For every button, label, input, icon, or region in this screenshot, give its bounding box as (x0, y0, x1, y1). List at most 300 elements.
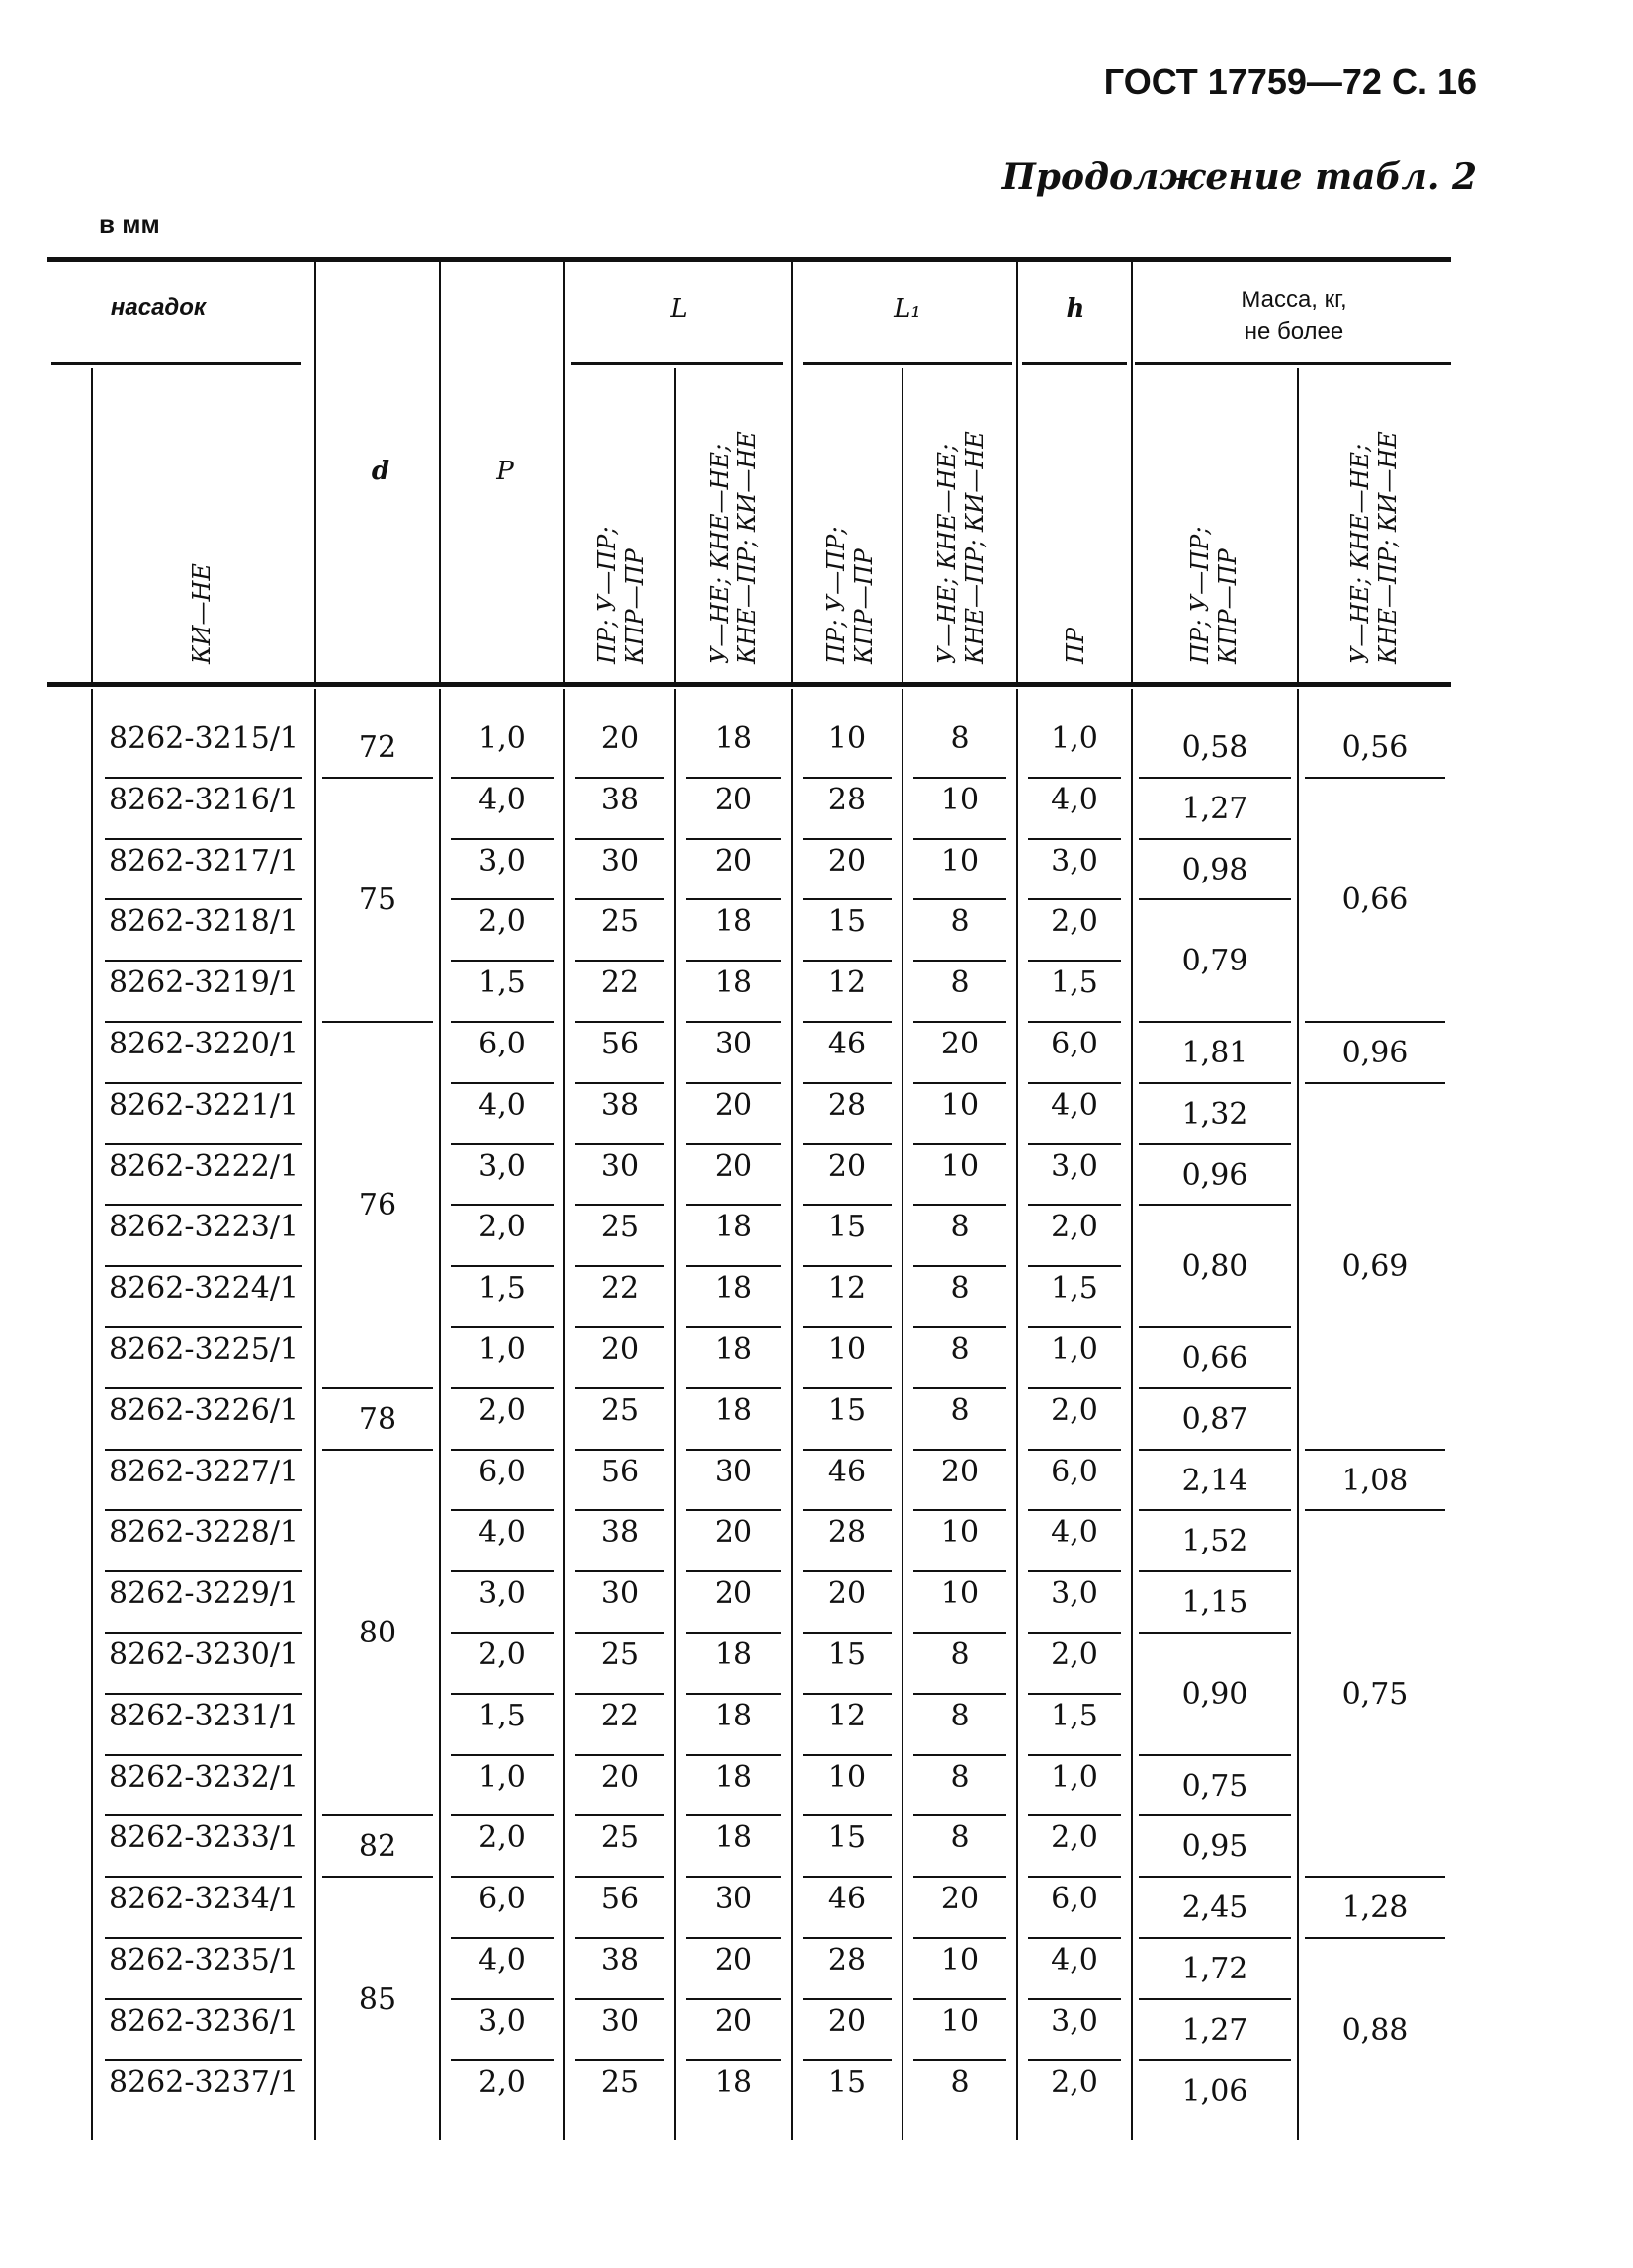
cell-underline (686, 1204, 781, 1206)
cell-l-ne: 18 (714, 721, 753, 756)
cell-underline (686, 1998, 781, 2000)
cell-underline (105, 1143, 302, 1145)
header-col-line (439, 262, 441, 682)
cell-underline (105, 1449, 302, 1451)
cell-underline (451, 1265, 554, 1267)
cell-h: 2,0 (1051, 904, 1098, 940)
cell-underline (913, 1326, 1006, 1328)
cell-code: 8262-3217/1 (108, 843, 300, 879)
cell-underline (686, 1326, 781, 1328)
cell-l-ne: 18 (714, 1759, 753, 1795)
cell-code: 8262-3218/1 (108, 904, 300, 940)
cell-underline (1139, 1082, 1291, 1084)
cell-l1-pr: 20 (827, 2003, 867, 2039)
cell-underline (575, 1814, 664, 1816)
cell-p: 6,0 (478, 1882, 526, 1917)
cell-l1-pr: 10 (827, 1332, 867, 1367)
cell-code: 8262-3219/1 (108, 966, 300, 1001)
cell-underline (1028, 960, 1121, 962)
cell-underline (1139, 777, 1291, 779)
cell-underline (686, 1143, 781, 1145)
cell-code: 8262-3232/1 (108, 1759, 300, 1795)
cell-underline (451, 1082, 554, 1084)
cell-underline (1028, 1326, 1121, 1328)
cell-l1-pr: 15 (827, 904, 867, 940)
cell-l-pr: 25 (600, 1210, 640, 1245)
cell-mass-pr: 0,98 (1181, 852, 1248, 887)
cell-l-ne: 20 (714, 1148, 753, 1184)
cell-h: 2,0 (1051, 2064, 1098, 2100)
cell-l-pr: 38 (600, 1515, 640, 1551)
cell-l1-pr: 12 (827, 1271, 867, 1306)
cell-code: 8262-3215/1 (108, 721, 300, 756)
cell-h: 4,0 (1051, 1943, 1098, 1977)
cell-underline (1305, 1021, 1445, 1023)
cell-underline (575, 1143, 664, 1145)
header-l: L (670, 294, 688, 324)
header-l1-ne-2: КНЕ—ПР; КИ—НЕ (961, 431, 988, 664)
cell-underline (451, 1693, 554, 1695)
units-label: в мм (99, 210, 160, 239)
cell-underline (686, 1265, 781, 1267)
cell-h: 2,0 (1051, 1638, 1098, 1672)
cell-underline (913, 1509, 1006, 1511)
header-mass: Масса, кг, (1241, 287, 1347, 313)
cell-underline (913, 1632, 1006, 1634)
cell-p: 4,0 (478, 1515, 526, 1551)
cell-underline (913, 838, 1006, 840)
cell-code: 8262-3233/1 (108, 1820, 300, 1856)
cell-h: 1,5 (1051, 1271, 1098, 1306)
cell-mass-ne: 0,88 (1341, 2012, 1409, 2048)
cell-underline (1139, 1876, 1291, 1878)
cell-p: 1,0 (478, 1759, 526, 1795)
cell-p: 3,0 (478, 1148, 526, 1184)
cell-underline (1028, 1143, 1121, 1145)
cell-mass-ne: 0,75 (1341, 1676, 1409, 1712)
cell-underline (451, 1937, 554, 1939)
cell-l-pr: 38 (600, 1943, 640, 1977)
cell-underline (803, 1449, 892, 1451)
cell-l1-ne: 20 (940, 1454, 980, 1489)
cell-underline (1139, 838, 1291, 840)
cell-underline (575, 2059, 664, 2061)
cell-underline (575, 1998, 664, 2000)
cell-l1-pr: 15 (827, 1638, 867, 1672)
cell-l-ne: 18 (714, 1271, 753, 1306)
cell-l-pr: 30 (600, 2003, 640, 2039)
cell-underline (913, 1204, 1006, 1206)
cell-p: 3,0 (478, 843, 526, 879)
cell-mass-pr: 0,75 (1181, 1768, 1248, 1804)
cell-p: 2,0 (478, 2064, 526, 2100)
cell-underline (575, 1509, 664, 1511)
cell-underline (803, 1387, 892, 1389)
header-col-line (314, 262, 316, 682)
cell-mass-ne: 1,28 (1341, 1890, 1409, 1926)
cell-l1-pr: 12 (827, 966, 867, 1001)
document-title: ГОСТ 17759—72 С. 16 (1103, 61, 1477, 102)
cell-p: 1,5 (478, 966, 526, 1001)
cell-l-ne: 18 (714, 1210, 753, 1245)
cell-code: 8262-3228/1 (108, 1515, 300, 1551)
cell-underline (322, 1876, 433, 1878)
cell-p: 4,0 (478, 782, 526, 817)
cell-underline (1028, 1937, 1121, 1939)
cell-l1-pr: 15 (827, 2064, 867, 2100)
cell-code: 8262-3229/1 (108, 1576, 300, 1612)
cell-mass-pr: 0,66 (1181, 1340, 1248, 1376)
cell-l1-ne: 8 (950, 1392, 970, 1428)
cell-l-pr: 25 (600, 2064, 640, 2100)
cell-mass-ne: 0,66 (1341, 882, 1409, 918)
cell-underline (686, 838, 781, 840)
cell-underline (451, 1449, 554, 1451)
cell-underline (686, 1509, 781, 1511)
cell-l1-pr: 10 (827, 1759, 867, 1795)
cell-l-pr: 56 (600, 1027, 640, 1061)
cell-l1-pr: 10 (827, 721, 867, 756)
cell-underline (451, 777, 554, 779)
cell-underline (105, 1387, 302, 1389)
cell-underline (913, 1693, 1006, 1695)
cell-underline (575, 1082, 664, 1084)
cell-underline (913, 1754, 1006, 1756)
cell-underline (575, 1449, 664, 1451)
header-ki-ne: КИ—НЕ (188, 563, 215, 664)
cell-underline (686, 1814, 781, 1816)
cell-underline (803, 1754, 892, 1756)
cell-mass-pr: 0,79 (1181, 944, 1248, 979)
cell-h: 3,0 (1051, 1576, 1098, 1612)
cell-mass-ne: 0,96 (1341, 1035, 1409, 1070)
cell-l-ne: 18 (714, 1638, 753, 1672)
cell-underline (686, 1754, 781, 1756)
header-divider (571, 362, 783, 365)
header-mass-pr: ПР; У—ПР; (1186, 526, 1214, 664)
cell-d: 80 (358, 1616, 397, 1650)
cell-code: 8262-3235/1 (108, 1943, 300, 1977)
cell-underline (1028, 1021, 1121, 1023)
cell-mass-pr: 1,27 (1181, 791, 1248, 826)
cell-underline (686, 1387, 781, 1389)
cell-h: 1,5 (1051, 966, 1098, 1001)
cell-l-pr: 25 (600, 1392, 640, 1428)
cell-l-ne: 20 (714, 2003, 753, 2039)
cell-p: 1,5 (478, 1698, 526, 1733)
cell-underline (1028, 1509, 1121, 1511)
cell-underline (686, 1570, 781, 1572)
cell-l-pr: 56 (600, 1882, 640, 1917)
cell-underline (1305, 1082, 1445, 1084)
cell-underline (913, 1814, 1006, 1816)
cell-underline (575, 1204, 664, 1206)
cell-underline (1305, 1449, 1445, 1451)
cell-l1-pr: 15 (827, 1820, 867, 1856)
cell-underline (1139, 898, 1291, 900)
cell-underline (105, 1509, 302, 1511)
cell-underline (1028, 898, 1121, 900)
cell-code: 8262-3222/1 (108, 1148, 300, 1184)
cell-l1-pr: 46 (827, 1027, 867, 1061)
cell-l-ne: 20 (714, 1515, 753, 1551)
header-divider (803, 362, 1012, 365)
header-d: d (371, 457, 390, 486)
cell-underline (913, 1143, 1006, 1145)
cell-d: 72 (358, 729, 397, 765)
cell-l1-ne: 8 (950, 721, 970, 756)
cell-underline (105, 1998, 302, 2000)
cell-underline (1305, 777, 1445, 779)
cell-code: 8262-3234/1 (108, 1882, 300, 1917)
header-mass-ne-2: КНЕ—ПР; КИ—НЕ (1374, 431, 1402, 664)
cell-underline (1139, 1204, 1291, 1206)
cell-underline (105, 1814, 302, 1816)
cell-underline (686, 2059, 781, 2061)
cell-underline (803, 1509, 892, 1511)
cell-underline (105, 1265, 302, 1267)
cell-underline (913, 1937, 1006, 1939)
cell-code: 8262-3220/1 (108, 1027, 300, 1061)
cell-underline (1139, 1387, 1291, 1389)
cell-underline (575, 1021, 664, 1023)
cell-underline (105, 1204, 302, 1206)
cell-l-pr: 38 (600, 782, 640, 817)
cell-mass-pr: 1,72 (1181, 1951, 1248, 1986)
cell-l1-ne: 8 (950, 1210, 970, 1245)
cell-underline (803, 1570, 892, 1572)
cell-underline (105, 1876, 302, 1878)
header-col-line (91, 368, 93, 682)
cell-l1-ne: 10 (940, 1576, 980, 1612)
cell-l1-pr: 15 (827, 1210, 867, 1245)
header-nasadok: насадок (110, 294, 207, 321)
cell-underline (1028, 1265, 1121, 1267)
cell-l-ne: 18 (714, 1332, 753, 1367)
cell-underline (451, 1814, 554, 1816)
cell-h: 1,5 (1051, 1698, 1098, 1733)
cell-l-pr: 30 (600, 1576, 640, 1612)
cell-underline (575, 1693, 664, 1695)
cell-mass-pr: 2,45 (1181, 1890, 1248, 1926)
header-col-line (674, 368, 676, 682)
cell-underline (913, 898, 1006, 900)
cell-underline (105, 1754, 302, 1756)
cell-underline (913, 1570, 1006, 1572)
cell-l-ne: 20 (714, 1943, 753, 1977)
header-l-ne-2: КНЕ—ПР; КИ—НЕ (733, 431, 761, 664)
cell-underline (1305, 1509, 1445, 1511)
cell-underline (803, 1814, 892, 1816)
cell-p: 2,0 (478, 904, 526, 940)
header-l1: L₁ (894, 294, 921, 324)
cell-h: 4,0 (1051, 1515, 1098, 1551)
cell-underline (575, 1326, 664, 1328)
cell-underline (1305, 1937, 1445, 1939)
cell-underline (451, 1326, 554, 1328)
cell-l1-pr: 28 (827, 1087, 867, 1123)
cell-underline (913, 777, 1006, 779)
cell-l1-ne: 8 (950, 904, 970, 940)
cell-l-ne: 20 (714, 843, 753, 879)
cell-underline (451, 1387, 554, 1389)
cell-underline (451, 838, 554, 840)
cell-code: 8262-3227/1 (108, 1454, 300, 1489)
header-col-line (1131, 262, 1133, 682)
cell-mass-pr: 0,58 (1181, 729, 1248, 765)
header-mass-ne: У—НЕ; КНЕ—НЕ; (1346, 443, 1374, 664)
cell-underline (803, 1326, 892, 1328)
cell-underline (1139, 1998, 1291, 2000)
cell-underline (1305, 1876, 1445, 1878)
cell-underline (803, 1998, 892, 2000)
header-bottom-rule (47, 682, 1451, 687)
cell-underline (803, 1204, 892, 1206)
cell-underline (451, 1021, 554, 1023)
cell-underline (575, 777, 664, 779)
cell-mass-pr: 1,32 (1181, 1096, 1248, 1132)
cell-h: 2,0 (1051, 1392, 1098, 1428)
cell-underline (686, 777, 781, 779)
cell-underline (451, 1509, 554, 1511)
cell-p: 3,0 (478, 1576, 526, 1612)
cell-l-pr: 22 (600, 1698, 640, 1733)
cell-l1-pr: 46 (827, 1882, 867, 1917)
cell-l-ne: 30 (714, 1454, 753, 1489)
cell-l1-ne: 20 (940, 1882, 980, 1917)
cell-underline (1139, 1143, 1291, 1145)
cell-underline (451, 2059, 554, 2061)
cell-underline (105, 1693, 302, 1695)
cell-underline (451, 898, 554, 900)
header-p: P (496, 457, 514, 486)
cell-l1-pr: 28 (827, 1515, 867, 1551)
header-col-line (563, 262, 565, 682)
header-l-ne: У—НЕ; КНЕ—НЕ; (706, 443, 733, 664)
header-h: h (1066, 294, 1085, 324)
cell-underline (575, 1265, 664, 1267)
cell-underline (803, 1693, 892, 1695)
cell-mass-pr: 0,95 (1181, 1829, 1248, 1865)
cell-l-pr: 22 (600, 966, 640, 1001)
cell-l1-pr: 20 (827, 843, 867, 879)
cell-p: 4,0 (478, 1087, 526, 1123)
cell-h: 6,0 (1051, 1454, 1098, 1489)
cell-underline (1028, 1814, 1121, 1816)
cell-p: 1,5 (478, 1271, 526, 1306)
cell-underline (1028, 1449, 1121, 1451)
header-divider (51, 362, 301, 365)
cell-l1-ne: 10 (940, 843, 980, 879)
cell-l1-pr: 15 (827, 1392, 867, 1428)
cell-h: 6,0 (1051, 1882, 1098, 1917)
cell-mass-pr: 0,87 (1181, 1401, 1248, 1437)
cell-underline (803, 898, 892, 900)
cell-mass-ne: 1,08 (1341, 1463, 1409, 1498)
header-col-line (791, 262, 793, 682)
header-l-pr-2: КПР—ПР (621, 548, 648, 664)
cell-p: 1,0 (478, 1332, 526, 1367)
cell-underline (105, 1021, 302, 1023)
cell-p: 6,0 (478, 1454, 526, 1489)
cell-underline (105, 960, 302, 962)
cell-h: 3,0 (1051, 2003, 1098, 2039)
cell-l1-ne: 20 (940, 1027, 980, 1061)
cell-underline (803, 1632, 892, 1634)
cell-underline (913, 1021, 1006, 1023)
cell-underline (803, 2059, 892, 2061)
cell-underline (686, 1693, 781, 1695)
cell-underline (686, 1937, 781, 1939)
cell-underline (575, 838, 664, 840)
cell-code: 8262-3231/1 (108, 1698, 300, 1733)
cell-underline (913, 1387, 1006, 1389)
cell-l1-ne: 10 (940, 1087, 980, 1123)
cell-underline (803, 960, 892, 962)
cell-p: 2,0 (478, 1820, 526, 1856)
cell-underline (105, 1937, 302, 1939)
cell-l-ne: 18 (714, 1698, 753, 1733)
header-l1-ne: У—НЕ; КНЕ—НЕ; (933, 443, 961, 664)
cell-underline (322, 1021, 433, 1023)
cell-h: 1,0 (1051, 721, 1098, 756)
cell-underline (913, 960, 1006, 962)
cell-underline (451, 1204, 554, 1206)
header-l-pr: ПР; У—ПР; (593, 526, 621, 664)
cell-underline (575, 1876, 664, 1878)
cell-l1-pr: 12 (827, 1698, 867, 1733)
header-col-line (1016, 262, 1018, 682)
cell-mass-pr: 1,06 (1181, 2073, 1248, 2109)
cell-underline (105, 1082, 302, 1084)
cell-h: 2,0 (1051, 1210, 1098, 1245)
cell-mass-pr: 1,52 (1181, 1524, 1248, 1559)
cell-underline (1028, 777, 1121, 779)
cell-l-pr: 20 (600, 1332, 640, 1367)
cell-h: 3,0 (1051, 843, 1098, 879)
cell-l-ne: 18 (714, 904, 753, 940)
cell-p: 2,0 (478, 1210, 526, 1245)
cell-l1-ne: 10 (940, 1148, 980, 1184)
cell-underline (1139, 2059, 1291, 2061)
table-top-rule (47, 257, 1451, 262)
cell-mass-pr: 1,15 (1181, 1585, 1248, 1621)
cell-l-ne: 18 (714, 966, 753, 1001)
cell-underline (686, 1876, 781, 1878)
cell-underline (575, 1570, 664, 1572)
cell-underline (803, 1021, 892, 1023)
cell-l-ne: 18 (714, 2064, 753, 2100)
cell-underline (1139, 1570, 1291, 1572)
cell-l1-pr: 46 (827, 1454, 867, 1489)
cell-d: 82 (358, 1829, 397, 1865)
cell-l1-ne: 10 (940, 1515, 980, 1551)
cell-underline (105, 838, 302, 840)
cell-underline (451, 960, 554, 962)
cell-underline (105, 1570, 302, 1572)
header-h-pr: ПР (1062, 627, 1089, 664)
cell-underline (1028, 1693, 1121, 1695)
header-mass-limit: не более (1244, 318, 1344, 345)
cell-underline (1139, 1021, 1291, 1023)
cell-underline (803, 1143, 892, 1145)
cell-p: 4,0 (478, 1943, 526, 1977)
cell-mass-pr: 0,80 (1181, 1249, 1248, 1285)
cell-code: 8262-3236/1 (108, 2003, 300, 2039)
cell-underline (803, 1082, 892, 1084)
table-continuation-title: Продолжение табл. 2 (1001, 156, 1477, 198)
cell-underline (1028, 1876, 1121, 1878)
